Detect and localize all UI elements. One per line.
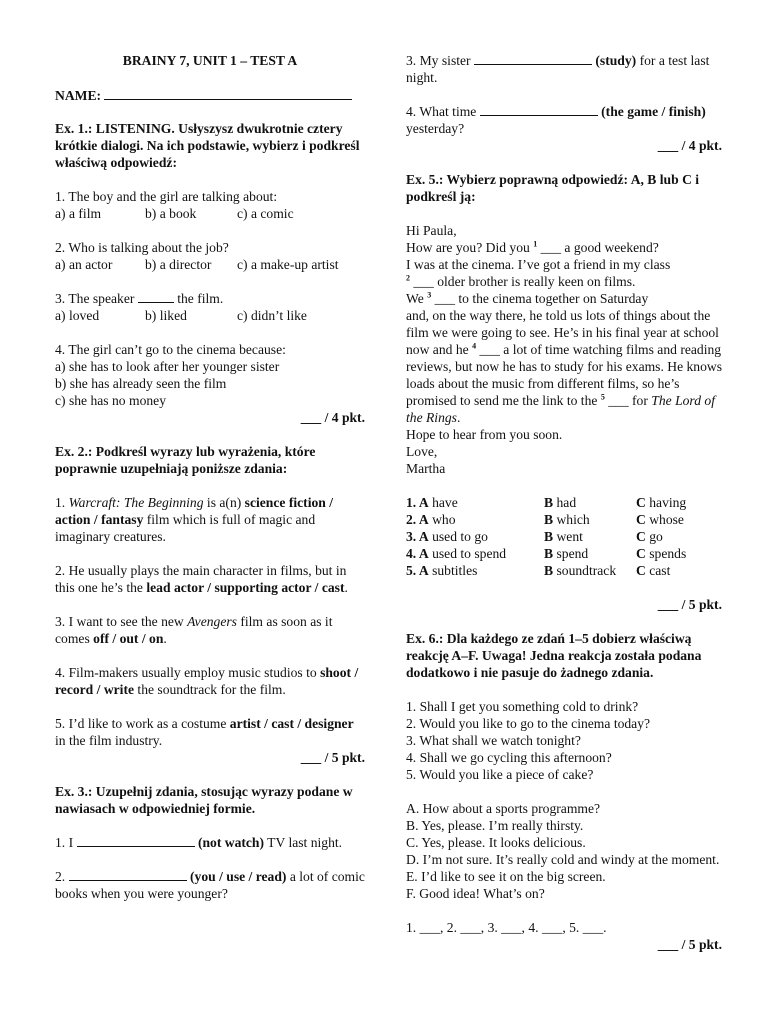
page-title: BRAINY 7, UNIT 1 – TEST A [122, 53, 298, 68]
list-item: C. Yes, please. It looks delicious. [406, 835, 586, 850]
question-text: 3. The speaker [55, 291, 138, 306]
ex3-sentence-4: 4. What time (the game / finish) yesterday? [406, 104, 706, 136]
option-b[interactable]: soundtrack [556, 563, 617, 578]
option-letter: B [544, 546, 554, 561]
option-letter: C [636, 495, 646, 510]
option-a[interactable]: have [432, 495, 458, 510]
question-text: 4. The girl can’t go to the cinema because: [55, 342, 286, 357]
film-title: The Lord of the Rings [406, 393, 715, 425]
option[interactable]: a) loved [55, 308, 100, 323]
ex6-score: ___ / 5 pkt. [657, 937, 722, 952]
gap-blank[interactable]: ___ [434, 291, 455, 306]
answer-blank[interactable] [69, 869, 187, 881]
option-row [406, 528, 686, 545]
list-item: 5. Would you like a piece of cake? [406, 767, 594, 782]
option-letter: C [636, 512, 646, 527]
option-b[interactable]: spend [556, 546, 589, 561]
list-item: F. Good idea! What’s on? [406, 886, 545, 901]
list-item: 1. Shall I get you something cold to drink? [406, 699, 639, 714]
letter-line: I was at the cinema. I’ve got a friend in my class [406, 257, 671, 272]
verb-hint: (study) [595, 53, 637, 68]
letter-signature: Martha [406, 461, 446, 476]
list-item: E. I’d like to see it on the big screen. [406, 869, 606, 884]
letter-paragraph: and, on the way there, he told us lots of things about the film we were going to see. He’s in his final year at school now and he $^4$ ___ a lot of time watching films and reading reviews, but now he has to study for his exams. He knows loads about the music from different films, so he’s promised to send me the link to the $^5$ ___ for The Lord of the Rings. [406, 308, 723, 425]
letter-line: $^2$ ___ older brother is really keen on films. [406, 273, 636, 289]
option-a[interactable]: used to go [432, 529, 488, 544]
letter-line: Hope to hear from you soon. [406, 427, 563, 442]
option-b[interactable]: went [556, 529, 583, 544]
ex2-sentence-1: 1. Warcraft: The Beginning is a(n) science fiction / action / fantasy film which is full of magic and imaginary creatures. [55, 495, 334, 544]
list-item: D. I’m not sure. It’s really cold and windy at the moment. [406, 852, 720, 867]
option-row [406, 545, 686, 562]
option[interactable]: b) she has already seen the film [55, 376, 227, 391]
option-letter: B [544, 563, 554, 578]
choice-options[interactable]: lead actor / supporting actor / cast [146, 580, 345, 595]
letter-greeting: Hi Paula, [406, 223, 457, 238]
option-a[interactable]: who [432, 512, 456, 527]
ex1-question-1 [55, 188, 365, 222]
verb-hint: (you / use / read) [190, 869, 287, 884]
option[interactable]: b) liked [145, 308, 187, 323]
option[interactable]: a) a film [55, 206, 102, 221]
ex5-heading: Ex. 5.: Wybierz poprawną odpowiedź: A, B lub C i podkreśl ją: [406, 172, 700, 204]
name-blank[interactable] [104, 87, 352, 100]
ex2-heading: Ex. 2.: Podkreśl wyrazy lub wyrażenia, które poprawnie uzupełniają poniższe zdania: [55, 444, 316, 476]
name-label: NAME: [55, 88, 102, 103]
question-text-end: the film. [173, 291, 224, 306]
option[interactable]: c) a comic [237, 206, 294, 221]
gap-blank[interactable]: ___ [608, 393, 629, 408]
option-b[interactable]: which [556, 512, 590, 527]
gap-blank[interactable]: ___ [479, 342, 500, 357]
list-item: 4. Shall we go cycling this afternoon? [406, 750, 612, 765]
ex6-questions [406, 698, 722, 783]
list-item: 3. What shall we watch tonight? [406, 733, 581, 748]
option-c[interactable]: cast [649, 563, 671, 578]
ex2-score: ___ / 5 pkt. [300, 750, 365, 765]
option-c[interactable]: having [649, 495, 687, 510]
choice-options[interactable]: off / out / on [93, 631, 164, 646]
verb-hint: (the game / finish) [601, 104, 706, 119]
ex2-sentence-4: 4. Film-makers usually employ music studios to shoot / record / write the soundtrack for the film. [55, 665, 359, 697]
option-c[interactable]: whose [649, 512, 684, 527]
option-letter: C [636, 563, 646, 578]
choice-options[interactable]: artist / cast / designer [229, 716, 354, 731]
ex6-heading: Ex. 6.: Dla każdego ze zdań 1–5 dobierz właściwą reakcję A–F. Uwaga! Jedna reakcja została podana dodatkowo i nie pasuje do żadnego zdania. [406, 631, 702, 680]
answer-blank[interactable] [480, 104, 598, 116]
ex1-question-2 [55, 239, 365, 273]
answer-blank[interactable] [138, 291, 174, 303]
gap-blank[interactable]: ___ [413, 274, 434, 289]
option[interactable]: c) didn’t like [237, 308, 307, 323]
answer-blank[interactable] [474, 53, 592, 65]
list-item: A. How about a sports programme? [406, 801, 601, 816]
choice-options[interactable]: shoot / record / write [55, 665, 359, 697]
option-letter: C [636, 546, 646, 561]
ex6-answer-line[interactable]: 1. ___, 2. ___, 3. ___, 4. ___, 5. ___. [406, 920, 607, 935]
option-a[interactable]: subtitles [432, 563, 478, 578]
option-letter: B [544, 529, 554, 544]
question-text: 2. Who is talking about the job? [55, 240, 229, 255]
ex2-sentence-3: 3. I want to see the new Avengers film as soon as it comes off / out / on. [55, 614, 333, 646]
left-column [55, 52, 365, 902]
option[interactable]: a) an actor [55, 257, 113, 272]
option[interactable]: b) a book [145, 206, 197, 221]
option[interactable]: b) a director [145, 257, 212, 272]
option-letter: B [544, 495, 554, 510]
option-number: 2. A [406, 512, 429, 527]
ex3-sentence-1: 1. I (not watch) TV last night. [55, 835, 343, 850]
answer-blank[interactable] [77, 835, 195, 847]
list-item: B. Yes, please. I’m really thirsty. [406, 818, 584, 833]
option-number: 1. A [406, 495, 429, 510]
ex6-answers [406, 800, 722, 902]
list-item: 2. Would you like to go to the cinema today? [406, 716, 651, 731]
right-column [406, 52, 722, 953]
option-number: 3. A [406, 529, 429, 544]
letter-line: How are you? Did you $^1$ ___ a good weekend? [406, 239, 659, 255]
ex1-score: ___ / 4 pkt. [300, 410, 365, 425]
option-row [406, 511, 686, 528]
option-letter: C [636, 529, 646, 544]
film-title: Avengers [187, 614, 237, 629]
ex3-heading: Ex. 3.: Uzupełnij zdania, stosując wyrazy podane w nawiasach w odpowiedniej formie. [55, 784, 353, 816]
option[interactable]: c) a make-up artist [237, 257, 339, 272]
ex5-options-table [406, 494, 686, 579]
option-c[interactable]: spends [649, 546, 687, 561]
option[interactable]: a) she has to look after her younger sister [55, 359, 280, 374]
option-row [406, 494, 686, 511]
option-a[interactable]: used to spend [432, 546, 507, 561]
option-row [406, 562, 686, 579]
film-title: Warcraft: The Beginning [68, 495, 204, 510]
option-number: 5. A [406, 563, 429, 578]
name-field[interactable] [55, 87, 365, 104]
gap-blank[interactable]: ___ [540, 240, 562, 255]
ex3-sentence-2: 2. (you / use / read) a lot of comic books when you were younger? [55, 869, 365, 901]
choice-options[interactable]: science fiction / action / fantasy [55, 495, 334, 527]
option-c[interactable]: go [649, 529, 663, 544]
option-letter: B [544, 512, 554, 527]
option-number: 4. A [406, 546, 429, 561]
ex2-sentence-5: 5. I’d like to work as a costume artist / cast / designer in the film industry. [55, 716, 354, 748]
ex3-sentence-3: 3. My sister (study) for a test last night. [406, 53, 710, 85]
letter-line: We $^3$ ___ to the cinema together on Saturday [406, 290, 649, 306]
question-text: 1. The boy and the girl are talking about: [55, 189, 278, 204]
ex5-letter [406, 222, 722, 477]
ex1-heading: Ex. 1.: LISTENING. Usłyszysz dwukrotnie cztery krótkie dialogi. Na ich podstawie, wybierz i podkreśl właściwą odpowiedź: [55, 121, 360, 170]
option-b[interactable]: had [556, 495, 577, 510]
ex5-score: ___ / 5 pkt. [657, 597, 722, 612]
ex3-score: ___ / 4 pkt. [657, 138, 722, 153]
letter-closing: Love, [406, 444, 438, 459]
ex1-question-4 [55, 341, 365, 409]
ex1-question-3 [55, 290, 365, 324]
verb-hint: (not watch) [197, 835, 265, 850]
option[interactable]: c) she has no money [55, 393, 166, 408]
ex2-sentence-2: 2. He usually plays the main character in films, but in this one he’s the lead actor / supporting actor / cast. [55, 563, 348, 595]
